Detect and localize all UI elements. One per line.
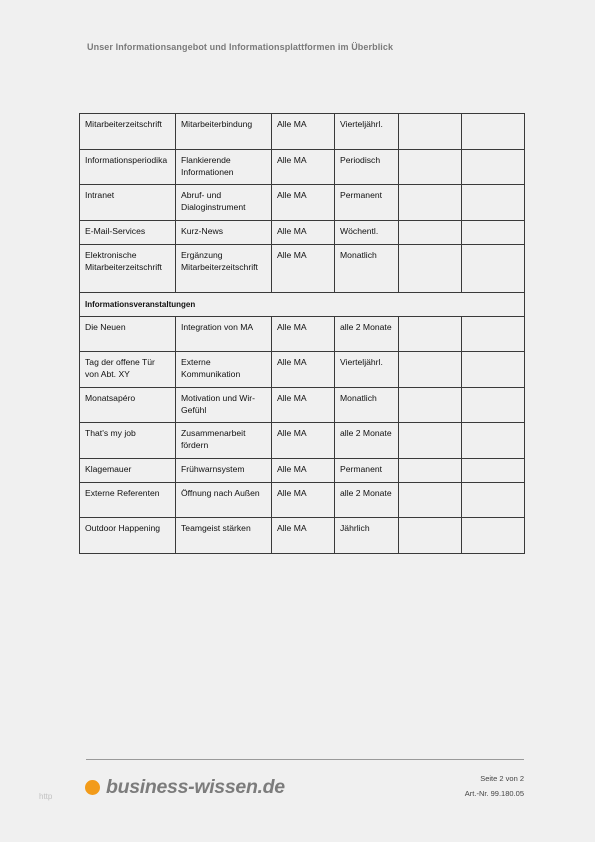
table-cell: Intranet (80, 185, 176, 221)
page-info (465, 771, 524, 801)
table-cell: Klagemauer (80, 459, 176, 483)
table-cell (462, 459, 525, 483)
table-row (80, 352, 525, 388)
table-cell: Vierteljährl. (335, 114, 399, 150)
table-cell: Alle MA (272, 423, 335, 459)
table-cell (399, 518, 462, 554)
table-cell: Informationsperiodika (80, 150, 176, 185)
table-cell (399, 245, 462, 293)
article-number: Art.-Nr. 99.180.05 (464, 789, 524, 798)
table-row (80, 185, 525, 221)
page-number: Seite 2 von 2 (480, 774, 524, 783)
table-cell (462, 423, 525, 459)
table-cell (399, 483, 462, 518)
table-cell (462, 483, 525, 518)
table-cell: Periodisch (335, 150, 399, 185)
table-cell: Permanent (335, 185, 399, 221)
table-cell: Monatlich (335, 388, 399, 423)
table-cell: Monatsapéro (80, 388, 176, 423)
table-row (80, 518, 525, 554)
table-row (80, 483, 525, 518)
table-cell (399, 388, 462, 423)
table-cell (399, 114, 462, 150)
table-cell: That's my job (80, 423, 176, 459)
table-row (80, 221, 525, 245)
table-cell (399, 185, 462, 221)
table-cell: Alle MA (272, 114, 335, 150)
table-cell (462, 317, 525, 352)
table-cell: Alle MA (272, 245, 335, 293)
table-cell: Integration von MA (176, 317, 272, 352)
table-cell: alle 2 Monate (335, 317, 399, 352)
table-cell: Tag der offene Tür von Abt. XY (80, 352, 176, 388)
table-cell: Alle MA (272, 388, 335, 423)
table-row (80, 114, 525, 150)
table-cell (462, 388, 525, 423)
table-cell: Externe Kommunikation (176, 352, 272, 388)
table-cell (399, 459, 462, 483)
table-cell: Alle MA (272, 459, 335, 483)
table-cell: alle 2 Monate (335, 483, 399, 518)
table-cell: Wöchentl. (335, 221, 399, 245)
footer-divider (86, 759, 524, 760)
overview-table (79, 113, 525, 554)
table-cell: Öffnung nach Außen (176, 483, 272, 518)
table-cell: Alle MA (272, 352, 335, 388)
table-row (80, 150, 525, 185)
table-cell: Mitarbeiterzeitschrift (80, 114, 176, 150)
table-cell: Ergänzung Mitarbeiterzeitschrift (176, 245, 272, 293)
table-cell (399, 352, 462, 388)
table-row (80, 388, 525, 423)
table-row (80, 459, 525, 483)
table-cell: Motivation und Wir-Gefühl (176, 388, 272, 423)
table-cell: Outdoor Happening (80, 518, 176, 554)
table-cell: Externe Referenten (80, 483, 176, 518)
section-heading: Informationsveranstaltungen (80, 293, 525, 317)
table-cell: Kurz-News (176, 221, 272, 245)
table-cell: Die Neuen (80, 317, 176, 352)
table-cell (462, 221, 525, 245)
table-cell (399, 221, 462, 245)
brand-logo: business-wissen.de (106, 776, 285, 798)
table-cell: Vierteljährl. (335, 352, 399, 388)
table-cell: Alle MA (272, 483, 335, 518)
table-cell: Alle MA (272, 221, 335, 245)
table-cell: Zusammenarbeit fördern (176, 423, 272, 459)
table-row (80, 317, 525, 352)
table-cell: E-Mail-Services (80, 221, 176, 245)
table-cell (399, 317, 462, 352)
table-cell (399, 423, 462, 459)
table-cell: Permanent (335, 459, 399, 483)
table-cell (462, 518, 525, 554)
table-cell: Mitarbeiterbindung (176, 114, 272, 150)
table-cell: Alle MA (272, 317, 335, 352)
table-cell (462, 245, 525, 293)
table-cell: Alle MA (272, 150, 335, 185)
table-cell: Frühwarnsystem (176, 459, 272, 483)
logo-dot-icon (85, 780, 100, 795)
table-cell (462, 150, 525, 185)
table-cell (399, 150, 462, 185)
watermark: http (39, 792, 53, 801)
table-cell: Abruf- und Dialoginstrument (176, 185, 272, 221)
table-cell: Elektronische Mitarbeiterzeitschrift (80, 245, 176, 293)
table-cell: Flankierende Informationen (176, 150, 272, 185)
page-header-title: Unser Informationsangebot und Informationsplattformen im Überblick (87, 42, 394, 52)
table-cell: Monatlich (335, 245, 399, 293)
table-cell: Alle MA (272, 518, 335, 554)
table-cell: alle 2 Monate (335, 423, 399, 459)
table-row (80, 245, 525, 293)
table-cell (462, 114, 525, 150)
table-section-row (80, 293, 525, 317)
table-cell: Jährlich (335, 518, 399, 554)
table-cell (462, 352, 525, 388)
table-cell: Alle MA (272, 185, 335, 221)
table-cell (462, 185, 525, 221)
table-row (80, 423, 525, 459)
table-cell: Teamgeist stärken (176, 518, 272, 554)
